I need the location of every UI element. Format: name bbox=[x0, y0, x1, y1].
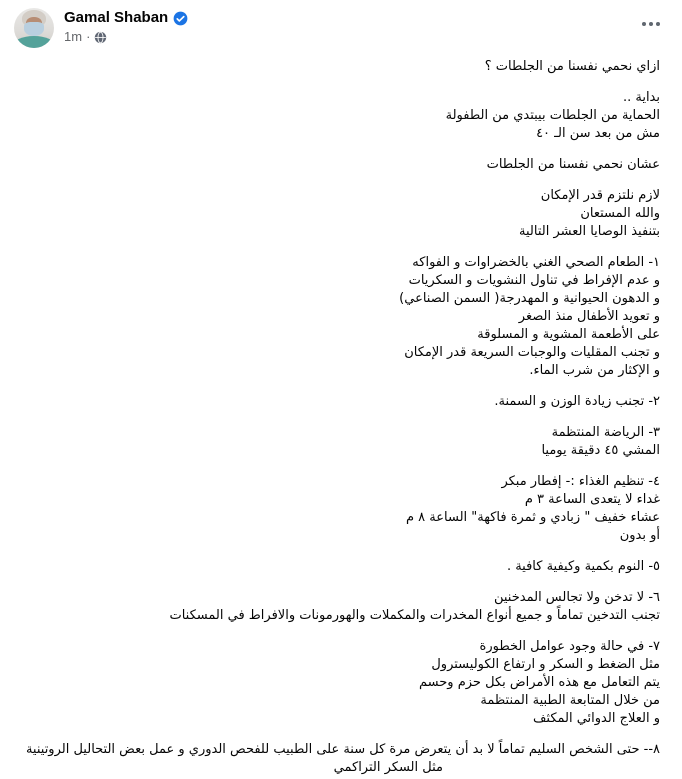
avatar-surgical-mask bbox=[24, 22, 44, 36]
post-line: والله المستعان bbox=[580, 206, 660, 221]
post-line: تجنب التدخين تماماً و جميع أنواع المخدرات والمكملات والهورمونات والافراط في المسكنات bbox=[169, 608, 660, 623]
post-line: أو بدون bbox=[619, 528, 660, 543]
post-line: ٧- في حالة وجود عوامل الخطورة bbox=[479, 639, 660, 654]
timestamp[interactable]: 1m bbox=[64, 29, 83, 44]
post-line: مثل الضغط و السكر و ارتفاع الكوليسترول bbox=[431, 657, 660, 672]
post-paragraph bbox=[8, 187, 660, 241]
more-options-icon bbox=[642, 22, 660, 26]
avatar-scrubs bbox=[14, 36, 54, 48]
post-paragraph bbox=[8, 393, 660, 411]
post-line: و العلاج الدوائي المكثف bbox=[532, 711, 660, 726]
post-paragraph bbox=[8, 558, 660, 576]
post-line: بداية .. bbox=[622, 90, 660, 105]
post-options-button[interactable] bbox=[636, 12, 666, 36]
avatar[interactable] bbox=[14, 8, 54, 48]
post-line: و الدهون الحيوانية و المهدرجة( السمن الصناعي) bbox=[399, 291, 660, 306]
post-line: عشاء خفيف " زبادي و ثمرة فاكهة" الساعة ٨ م bbox=[405, 510, 660, 525]
post-paragraph bbox=[8, 156, 660, 174]
meta-separator: · bbox=[86, 29, 91, 44]
post-paragraph bbox=[8, 473, 660, 545]
post-line: بتنفيذ الوصايا العشر التالية bbox=[519, 224, 660, 239]
post-paragraph bbox=[8, 58, 660, 76]
post-line: ٢- تجنب زيادة الوزن و السمنة. bbox=[494, 394, 660, 409]
post-paragraph bbox=[8, 254, 660, 380]
post-paragraph bbox=[8, 89, 660, 143]
verified-badge-icon bbox=[173, 11, 188, 26]
post-line: المشي ٤٥ دقيقة يوميا bbox=[541, 443, 660, 458]
post-meta bbox=[64, 29, 636, 45]
post-line: ازاي نحمي نفسنا من الجلطات ؟ bbox=[484, 59, 660, 74]
post-line: مش من بعد سن الـ ٤٠ bbox=[536, 126, 660, 141]
post-line: ٣- الرياضة المنتظمة bbox=[551, 425, 660, 440]
author-name[interactable]: Gamal Shaban bbox=[64, 9, 169, 26]
post-text bbox=[0, 50, 682, 777]
post-line: غداء لا يتعدى الساعة ٣ م bbox=[524, 492, 660, 507]
post-line: ٥- النوم بكمية وكيفية كافية . bbox=[506, 559, 660, 574]
post-line: ٦- لا تدخن ولا تجالس المدخنين bbox=[493, 590, 660, 605]
post-line: يتم التعامل مع هذه الأمراض بكل حزم وحسم bbox=[419, 675, 660, 690]
post-paragraph bbox=[8, 589, 660, 625]
post-line: لازم نلتزم قدر الإمكان bbox=[540, 188, 660, 203]
post-line: على الأطعمة المشوية و المسلوقة bbox=[477, 327, 660, 342]
post-header bbox=[0, 0, 682, 50]
post-paragraph bbox=[8, 424, 660, 460]
post-line: مثل السكر التراكمي bbox=[333, 760, 443, 775]
post-line: الحماية من الجلطات بيبتدي من الطفولة bbox=[445, 108, 660, 123]
post-paragraph bbox=[8, 638, 660, 728]
header-main bbox=[64, 8, 636, 45]
post-line: و تجنب المقليات والوجبات السريعة قدر الإمكان bbox=[404, 345, 660, 360]
post-line: من خلال المتابعة الطبية المنتظمة bbox=[480, 693, 660, 708]
author-row bbox=[64, 8, 636, 27]
post-paragraph bbox=[8, 741, 660, 777]
post-line: و الإكثار من شرب الماء. bbox=[529, 363, 660, 378]
post-line: ٨-- حتى الشخص السليم تماماً لا بد أن يتعرض مرة كل سنة على الطبيب للفحص الدوري و عمل بعض التحاليل الروتينية bbox=[25, 742, 660, 757]
post-line: و تعويد الأطفال منذ الصغر bbox=[518, 309, 660, 324]
post-line: و عدم الإفراط في تناول النشويات و السكريات bbox=[408, 273, 660, 288]
post-line: عشان نحمي نفسنا من الجلطات bbox=[486, 157, 660, 172]
post-line: ١- الطعام الصحي الغني بالخضراوات و الفواكه bbox=[412, 255, 660, 270]
post-line: ٤- تنظيم الغذاء :- إفطار مبكر bbox=[501, 474, 660, 489]
privacy-globe-icon bbox=[94, 31, 107, 44]
